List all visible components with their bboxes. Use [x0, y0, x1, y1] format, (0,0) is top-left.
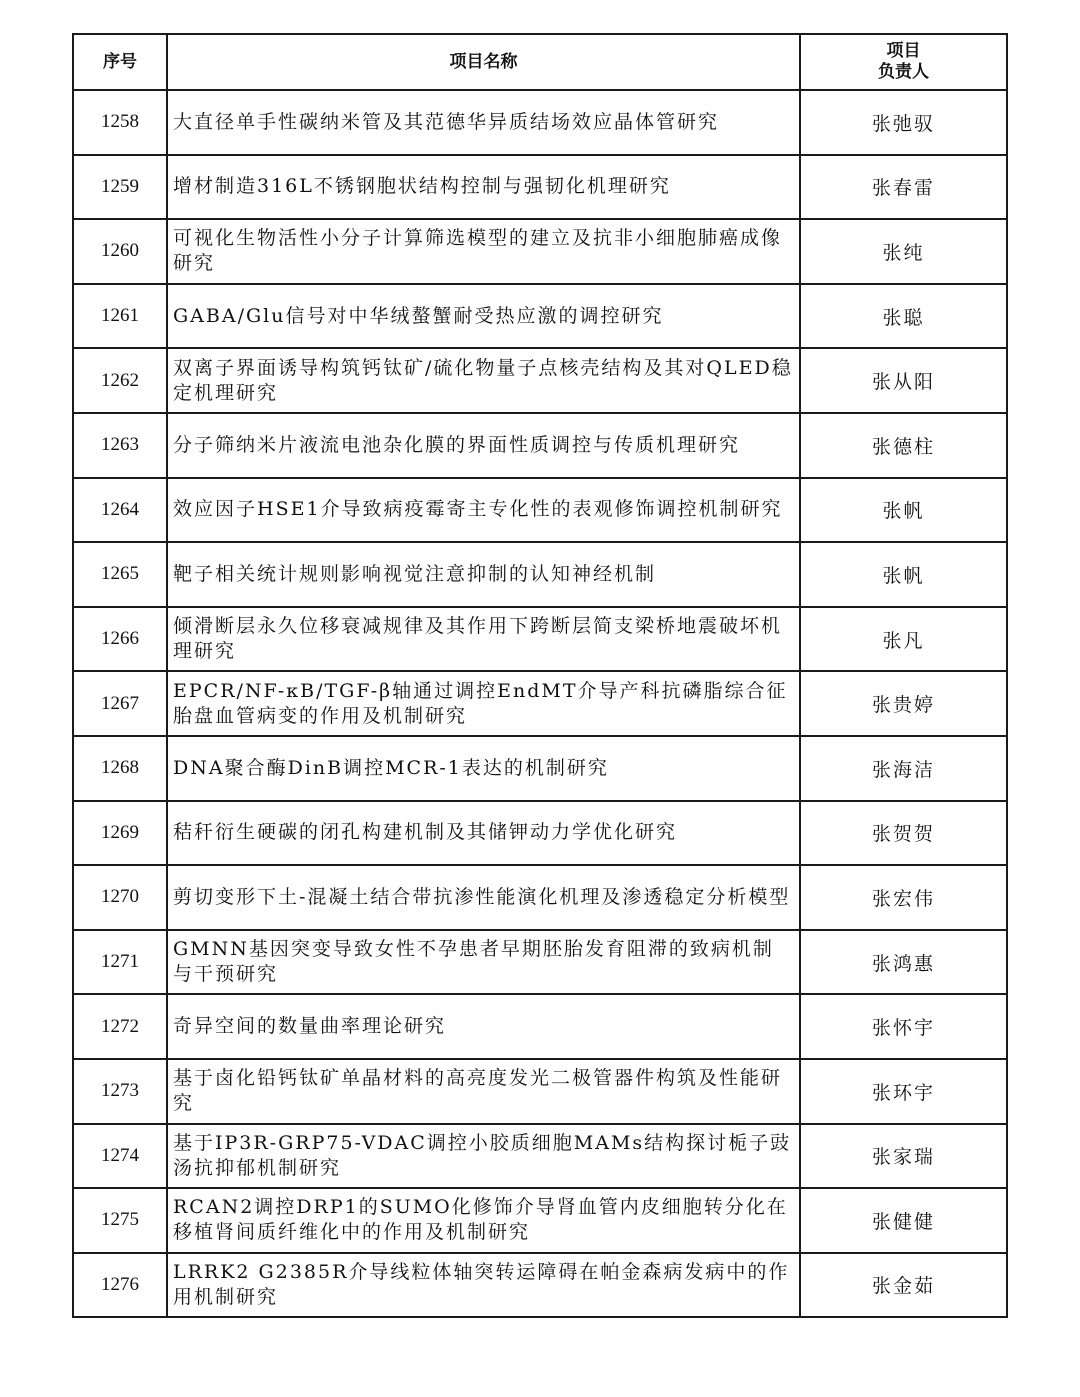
serial-number-cell: 1275 [73, 1188, 167, 1253]
header-project-leader [800, 34, 1007, 90]
table-body [73, 90, 1007, 1317]
project-name-cell: 倾滑断层永久位移衰减规律及其作用下跨断层简支梁桥地震破坏机理研究 [167, 607, 800, 672]
header-row [73, 34, 1007, 90]
serial-number-cell: 1265 [73, 542, 167, 607]
serial-number-cell: 1261 [73, 284, 167, 349]
table-row [73, 155, 1007, 220]
serial-number-cell: 1273 [73, 1059, 167, 1124]
table-row [73, 801, 1007, 866]
project-leader-cell: 张春雷 [800, 155, 1007, 220]
header-leader-line-2: 负责人 [878, 62, 929, 82]
project-leader-cell: 张鸿惠 [800, 930, 1007, 995]
table-row [73, 219, 1007, 284]
table-row [73, 865, 1007, 930]
project-name-cell: EPCR/NF-κB/TGF-β轴通过调控EndMT介导产科抗磷脂综合征胎盘血管病变的作用及机制研究 [167, 671, 800, 736]
project-leader-cell: 张海洁 [800, 736, 1007, 801]
project-name-cell: 效应因子HSE1介导致病疫霉寄主专化性的表观修饰调控机制研究 [167, 478, 800, 543]
project-name-cell: 奇异空间的数量曲率理论研究 [167, 994, 800, 1059]
table-row [73, 994, 1007, 1059]
serial-number-cell: 1259 [73, 155, 167, 220]
project-leader-cell: 张贵婷 [800, 671, 1007, 736]
table-row [73, 671, 1007, 736]
project-name-cell: 基于卤化铅钙钛矿单晶材料的高亮度发光二极管器件构筑及性能研究 [167, 1059, 800, 1124]
table-row [73, 542, 1007, 607]
table-row [73, 348, 1007, 413]
project-name-cell: 秸秆衍生硬碳的闭孔构建机制及其储钾动力学优化研究 [167, 801, 800, 866]
table-row [73, 1124, 1007, 1189]
serial-number-cell: 1263 [73, 413, 167, 478]
serial-number-cell: 1270 [73, 865, 167, 930]
project-name-cell: GMNN基因突变导致女性不孕患者早期胚胎发育阻滞的致病机制与干预研究 [167, 930, 800, 995]
project-leader-cell: 张贺贺 [800, 801, 1007, 866]
project-name-cell: 靶子相关统计规则影响视觉注意抑制的认知神经机制 [167, 542, 800, 607]
serial-number-cell: 1274 [73, 1124, 167, 1189]
table-row [73, 1059, 1007, 1124]
project-list-table [72, 33, 1008, 1318]
serial-number-cell: 1268 [73, 736, 167, 801]
project-leader-cell: 张德柱 [800, 413, 1007, 478]
project-leader-cell: 张帆 [800, 542, 1007, 607]
project-leader-cell: 张家瑞 [800, 1124, 1007, 1189]
serial-number-cell: 1258 [73, 90, 167, 155]
project-leader-cell: 张从阳 [800, 348, 1007, 413]
project-leader-cell: 张聪 [800, 284, 1007, 349]
project-name-cell: 可视化生物活性小分子计算筛选模型的建立及抗非小细胞肺癌成像研究 [167, 219, 800, 284]
serial-number-cell: 1267 [73, 671, 167, 736]
project-name-cell: 基于IP3R-GRP75-VDAC调控小胶质细胞MAMs结构探讨栀子豉汤抗抑郁机制研究 [167, 1124, 800, 1189]
project-name-cell: GABA/Glu信号对中华绒螯蟹耐受热应激的调控研究 [167, 284, 800, 349]
header-leader-line-1: 项目 [886, 41, 921, 61]
serial-number-cell: 1260 [73, 219, 167, 284]
project-name-cell: RCAN2调控DRP1的SUMO化修饰介导肾血管内皮细胞转分化在移植肾间质纤维化中的作用及机制研究 [167, 1188, 800, 1253]
table-row [73, 607, 1007, 672]
header-serial-number: 序号 [73, 34, 167, 90]
serial-number-cell: 1264 [73, 478, 167, 543]
header-project-name: 项目名称 [167, 34, 800, 90]
project-leader-cell: 张怀宇 [800, 994, 1007, 1059]
serial-number-cell: 1271 [73, 930, 167, 995]
table-row [73, 1253, 1007, 1318]
project-leader-cell: 张健健 [800, 1188, 1007, 1253]
table-header [73, 34, 1007, 90]
project-name-cell: DNA聚合酶DinB调控MCR-1表达的机制研究 [167, 736, 800, 801]
table-row [73, 284, 1007, 349]
project-name-cell: LRRK2 G2385R介导线粒体轴突转运障碍在帕金森病发病中的作用机制研究 [167, 1253, 800, 1318]
table-row [73, 413, 1007, 478]
project-leader-cell: 张凡 [800, 607, 1007, 672]
serial-number-cell: 1272 [73, 994, 167, 1059]
project-name-cell: 分子筛纳米片液流电池杂化膜的界面性质调控与传质机理研究 [167, 413, 800, 478]
project-leader-cell: 张纯 [800, 219, 1007, 284]
table-row [73, 90, 1007, 155]
project-leader-cell: 张宏伟 [800, 865, 1007, 930]
serial-number-cell: 1269 [73, 801, 167, 866]
project-leader-cell: 张帆 [800, 478, 1007, 543]
project-name-cell: 双离子界面诱导构筑钙钛矿/硫化物量子点核壳结构及其对QLED稳定机理研究 [167, 348, 800, 413]
table-row [73, 1188, 1007, 1253]
project-leader-cell: 张金茹 [800, 1253, 1007, 1318]
project-name-cell: 剪切变形下土-混凝土结合带抗渗性能演化机理及渗透稳定分析模型 [167, 865, 800, 930]
serial-number-cell: 1266 [73, 607, 167, 672]
project-leader-cell: 张环宇 [800, 1059, 1007, 1124]
table-row [73, 930, 1007, 995]
table-row [73, 736, 1007, 801]
serial-number-cell: 1262 [73, 348, 167, 413]
project-leader-cell: 张弛驭 [800, 90, 1007, 155]
project-name-cell: 增材制造316L不锈钢胞状结构控制与强韧化机理研究 [167, 155, 800, 220]
project-name-cell: 大直径单手性碳纳米管及其范德华异质结场效应晶体管研究 [167, 90, 800, 155]
serial-number-cell: 1276 [73, 1253, 167, 1318]
table-row [73, 478, 1007, 543]
